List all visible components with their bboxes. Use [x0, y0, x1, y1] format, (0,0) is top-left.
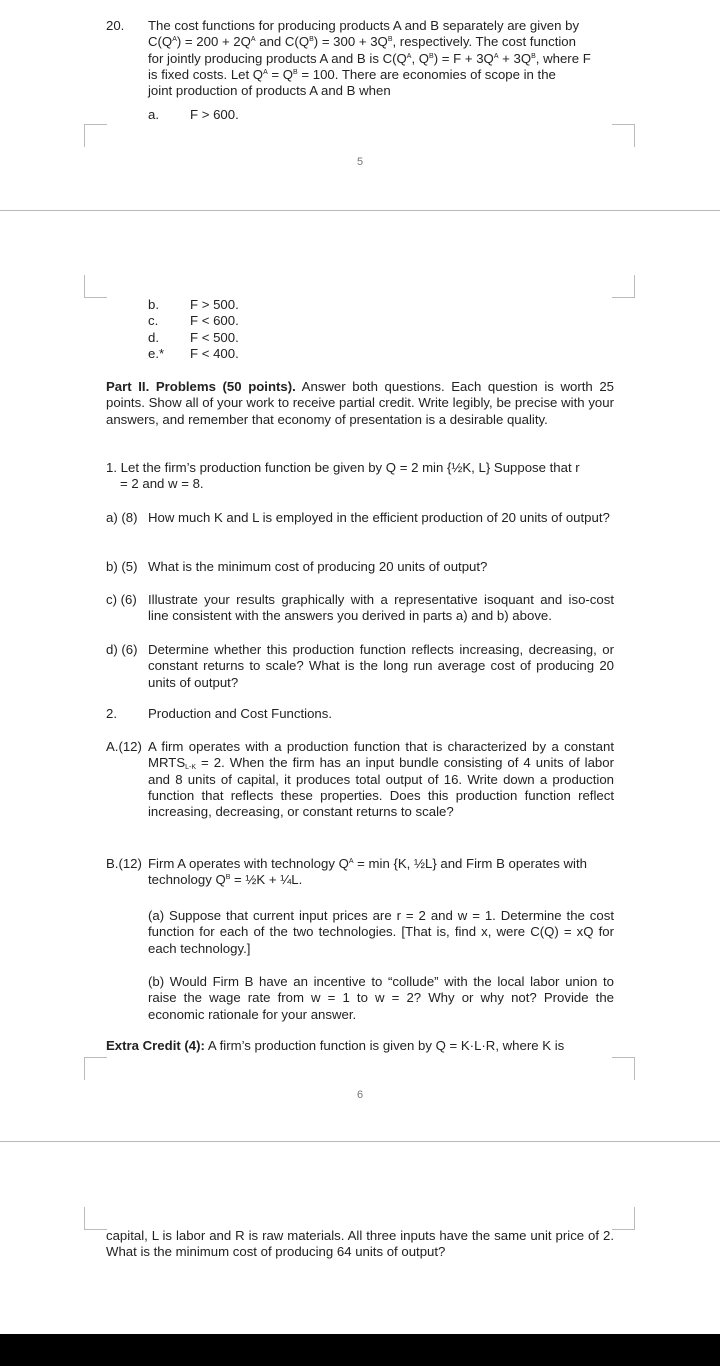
p2-B-text: Firm A operates with technology $Q^A = \min \{K$, ½L} and Firm B operates with technology $Q^B$ = ½K + ¼L.	[148, 856, 587, 888]
p1-c-label: c) (6)	[106, 592, 137, 607]
extra-credit: Extra Credit (4): A firm’s production function is given by Q = K·L·R, where K is	[106, 1038, 565, 1053]
option-d: d. F < 500.	[148, 330, 239, 345]
page-divider	[0, 1141, 720, 1142]
p1-b-label: b) (5)	[106, 559, 138, 574]
p2-Ba-text: (a) Suppose that current input prices are r = 2 and w = 1. Determine the cost function for each of the two technologies. [That is, find x, were C(Q) = xQ for each technology.]	[148, 908, 614, 956]
page-number: 6	[356, 1089, 364, 1101]
page-divider	[0, 210, 720, 211]
p1-c-text: Illustrate your results graphically with a representative isoquant and iso-cost line consistent with the answers you derived in parts a) and b) above.	[148, 592, 614, 624]
q20-stem-line4: is fixed costs. Let $Q^A = Q^B = 100$. There are economies of scope in the	[148, 66, 556, 82]
option-b: b. F > 500.	[148, 297, 239, 312]
page-number: 5	[356, 156, 364, 168]
q20-stem-line5: joint production of products A and B when	[148, 83, 391, 99]
crop-mark	[612, 1057, 635, 1080]
crop-mark	[612, 124, 635, 147]
bottom-black-bar	[0, 1334, 720, 1366]
p1-d-label: d) (6)	[106, 642, 138, 657]
p1-a-text: How much K and L is employed in the efficient production of 20 units of output?	[148, 510, 610, 525]
q20-number: 20.	[106, 18, 125, 33]
problem2-number: 2.	[106, 706, 117, 721]
crop-mark	[84, 1207, 107, 1230]
crop-mark	[612, 275, 635, 298]
crop-mark	[612, 1207, 635, 1230]
q20-stem-line2: $C(Q^A) = 200 + 2Q^A$ and $C(Q^B) = 300 + 3Q^B$, respectively. The cost function	[148, 34, 576, 50]
extra-credit-continued: capital, L is labor and R is raw materials. All three inputs have the same unit price of 2. What is the minimum cost of producing 64 units of output?	[106, 1228, 614, 1260]
p2-B-label: B.(12)	[106, 856, 142, 871]
part2-heading: Part II. Problems (50 points).	[106, 379, 296, 394]
q20-stem-line1: The cost functions for producing products A and B separately are given by	[148, 18, 580, 33]
crop-mark	[84, 1057, 107, 1080]
option-e: e.* F < 400.	[148, 346, 239, 361]
part2-intro: Part II. Problems (50 points). Answer both questions. Each question is worth 25 points. Show all of your work to receive partial credit. Write legibly, be precise with your answers, and remember that economy of presentation is a desirable quality.	[106, 379, 614, 427]
option-c: c. F < 600.	[148, 313, 239, 328]
p1-a-label: a) (8)	[106, 510, 138, 525]
q20-stem	[148, 18, 614, 99]
option-a: a. F > 600.	[148, 107, 239, 122]
problem1-stem: 1. Let the firm’s production function be given by Q = 2 min {½K, L} Suppose that r = 2 and w = 8.	[106, 460, 580, 492]
p2-Bb-text: (b) Would Firm B have an incentive to “collude” with the local labor union to raise the wage rate from w = 1 to w = 2? Why or why not? Provide the economic rationale for your answer.	[148, 974, 614, 1022]
problem2-title: Production and Cost Functions.	[148, 706, 332, 721]
q20-stem-line3: for jointly producing products A and B is $C(Q^A$, $Q^B) = F + 3Q^A + 3Q^B$, where F	[148, 50, 591, 66]
p2-A-text: A firm operates with a production function that is characterized by a constant $MRTS_{L-K} = 2$. When the firm has an input bundle consisting of 4 units of labor and 8 units of capital, it produces total output of 16. Write down a production function that reflects these properties. Does this production function reflect increasing, decreasing, or constant returns to scale?	[148, 739, 614, 820]
crop-mark	[84, 275, 107, 298]
p2-A-label: A.(12)	[106, 739, 142, 754]
extra-credit-heading: Extra Credit (4):	[106, 1038, 205, 1053]
p1-d-text: Determine whether this production function reflects increasing, decreasing, or constant returns to scale? What is the long run average cost of producing 20 units of output?	[148, 642, 614, 690]
p1-b-text: What is the minimum cost of producing 20 units of output?	[148, 559, 488, 574]
crop-mark	[84, 124, 107, 147]
